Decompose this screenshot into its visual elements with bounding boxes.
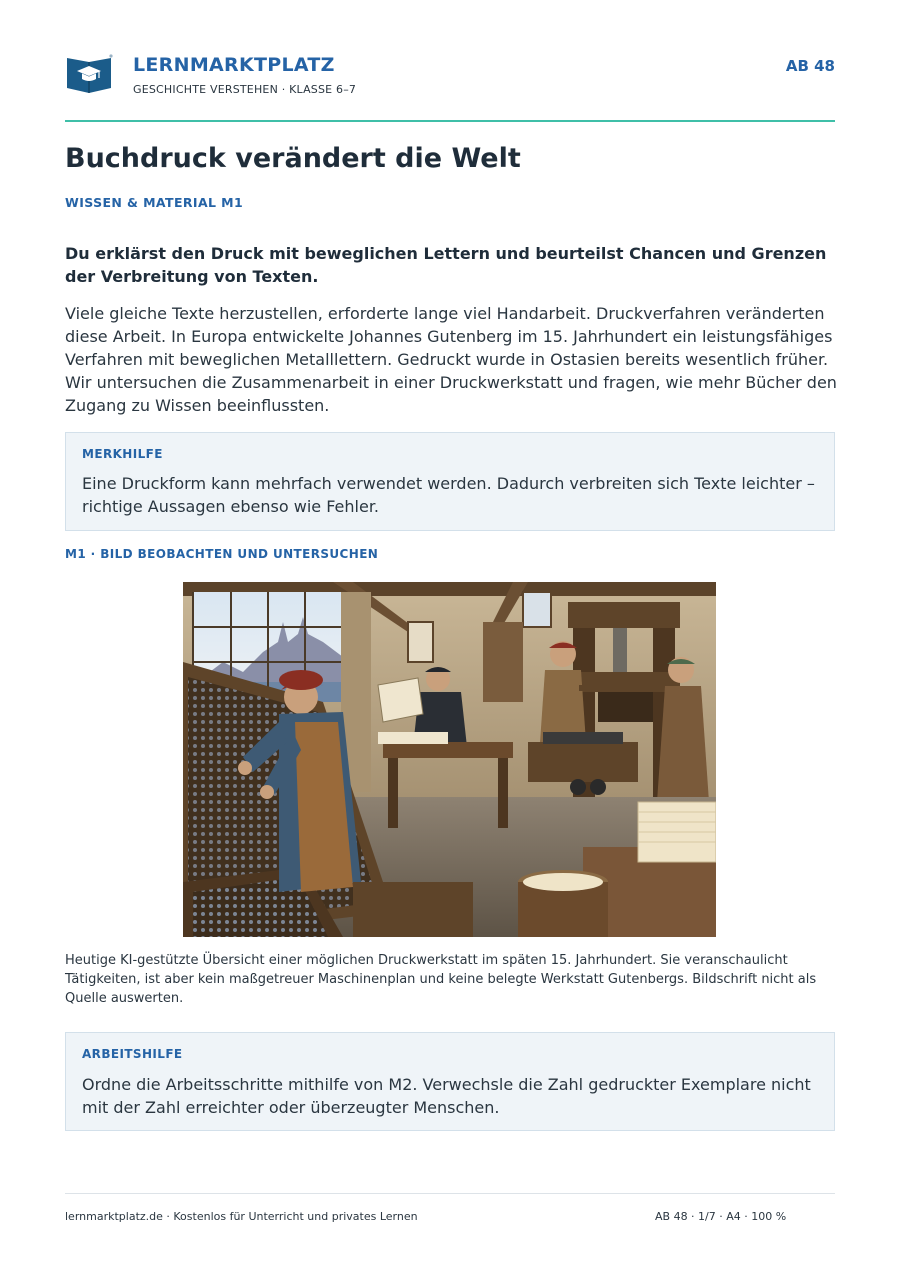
brand-name: LERNMARKTPLATZ	[133, 54, 335, 76]
page-header	[65, 50, 835, 100]
arbeitshilfe-label: ARBEITSHILFE	[82, 1047, 183, 1061]
merkhilfe-box	[65, 432, 835, 531]
section-kicker: WISSEN & MATERIAL M1	[65, 195, 244, 210]
footer-page-info: AB 48 · 1/7 · A4 · 100 %	[655, 1210, 787, 1223]
intro-paragraph: Viele gleiche Texte herzustellen, erforderte lange viel Handarbeit. Druckverfahren veränderten diese Arbeit. In Europa entwickelte Johannes Gutenberg im 15. Jahrhundert ein leistungsfähiges Verfahren mit beweglichen Metalllettern. Gedruckt wurde in Ostasien bereits wesentlich früher. Wir untersuchen die Zusammenarbeit in einer Druckwerkstatt und fragen, wie mehr Bücher den Zugang zu Wissen beeinflussten.	[65, 304, 837, 415]
arbeitshilfe-text: Ordne die Arbeitsschritte mithilfe von M2. Verwechsle die Zahl gedruckter Exemplare nicht mit der Zahl erreichter oder überzeugter Menschen.	[82, 1075, 811, 1117]
sheet-number: AB 48	[785, 57, 835, 75]
m1-heading: M1 · BILD BEOBACHTEN UND UNTERSUCHEN	[65, 547, 379, 561]
header-divider	[65, 120, 835, 122]
footer-site-info: lernmarktplatz.de · Kostenlos für Unterricht und privates Lernen	[65, 1210, 418, 1223]
merkhilfe-text: Eine Druckform kann mehrfach verwendet werden. Dadurch verbreiten sich Texte leichter – richtige Aussagen ebenso wie Fehler.	[82, 474, 815, 516]
image-caption: Heutige KI-gestützte Übersicht einer möglichen Druckwerkstatt im späten 15. Jahrhundert. Sie veranschaulicht Tätigkeiten, ist aber kein maßgetreuer Maschinenplan und keine belegte Werkstatt Gutenbergs. Bildschrift nicht als Quelle auswerten.	[65, 953, 817, 1006]
footer-divider	[65, 1193, 835, 1194]
arbeitshilfe-box	[65, 1032, 835, 1131]
print-workshop-illustration	[183, 582, 716, 937]
page-title: Buchdruck verändert die Welt	[65, 143, 521, 174]
merkhilfe-label: MERKHILFE	[82, 447, 163, 461]
learning-goal: Du erklärst den Druck mit beweglichen Lettern und beurteilst Chancen und Grenzen der Verbreitung von Texten.	[65, 244, 827, 286]
graduation-cap-book-icon	[65, 52, 113, 94]
brand-subtitle: GESCHICHTE VERSTEHEN · KLASSE 6–7	[133, 83, 357, 96]
